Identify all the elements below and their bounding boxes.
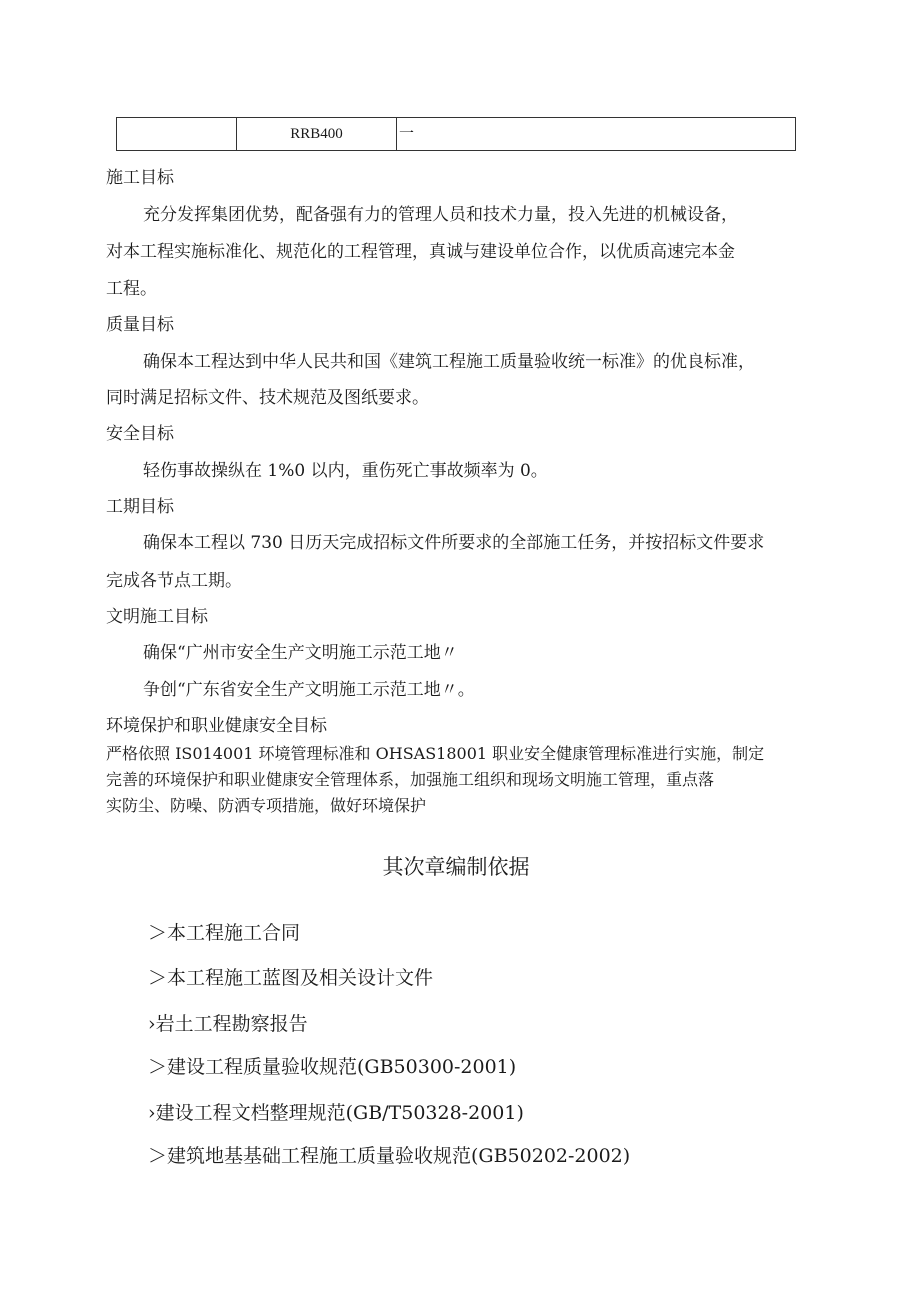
quality-goal-line-1: 确保本工程达到中华人民共和国《建筑工程施工质量验收统一标准》的优良标准， — [143, 352, 755, 372]
reference-item-5: ›建设工程文档整理规范(GB/T50328-2001) — [148, 1102, 524, 1124]
quality-goal-heading: 质量目标 — [106, 315, 174, 335]
construction-goal-line-3: 工程。 — [106, 279, 157, 299]
schedule-goal-line-2: 完成各节点工期。 — [106, 571, 242, 591]
reference-item-3: ›岩土工程勘察报告 — [148, 1013, 308, 1035]
environment-goal-line-2: 完善的环境保护和职业健康安全管理体系，加强施工组织和现场文明施工管理，重点落 — [106, 770, 715, 789]
schedule-goal-heading: 工期目标 — [106, 497, 174, 517]
environment-goal-line-1: 严格依照 IS014001 环境管理标准和 OHSAS18001 职业安全健康管理标准进行实施，制定 — [106, 744, 765, 763]
construction-goal-line-2: 对本工程实施标准化、规范化的工程管理，真诚与建设单位合作，以优质高速完本金 — [106, 242, 735, 262]
table-cell-dash: 一 — [397, 118, 796, 151]
civilized-goal-line-1: 确保“广州市安全生产文明施工示范工地〃 — [143, 643, 458, 663]
environment-goal-heading: 环境保护和职业健康安全目标 — [106, 716, 327, 736]
reference-item-1: ＞本工程施工合同 — [148, 922, 301, 944]
civilized-goal-heading: 文明施工目标 — [106, 607, 208, 627]
construction-goal-heading: 施工目标 — [106, 168, 174, 188]
civilized-goal-line-2: 争创“广东省安全生产文明施工示范工地〃。 — [143, 680, 475, 700]
safety-goal-heading: 安全目标 — [106, 424, 174, 444]
schedule-goal-line-1: 确保本工程以 730 日历天完成招标文件所要求的全部施工任务，并按招标文件要求 — [143, 533, 765, 553]
chapter-title: 其次章编制依据 — [382, 855, 530, 879]
safety-goal-line-1: 轻伤事故操纵在 1%0 以内，重伤死亡事故频率为 0。 — [143, 461, 548, 481]
table-cell-grade: RRB400 — [237, 118, 397, 151]
reference-item-6: ＞建筑地基基础工程施工质量验收规范(GB50202-2002) — [148, 1145, 631, 1167]
environment-goal-line-3: 实防尘、防噪、防洒专项措施，做好环境保护 — [106, 796, 427, 815]
quality-goal-line-2: 同时满足招标文件、技术规范及图纸要求。 — [106, 388, 429, 408]
construction-goal-line-1: 充分发挥集团优势，配备强有力的管理人员和技术力量，投入先进的机械设备， — [143, 205, 738, 225]
table-cell-1 — [117, 118, 237, 151]
rebar-spec-table — [116, 117, 796, 151]
reference-item-2: ＞本工程施工蓝图及相关设计文件 — [148, 967, 434, 989]
reference-item-4: ＞建设工程质量验收规范(GB50300-2001) — [148, 1056, 517, 1078]
table-row — [117, 118, 796, 151]
